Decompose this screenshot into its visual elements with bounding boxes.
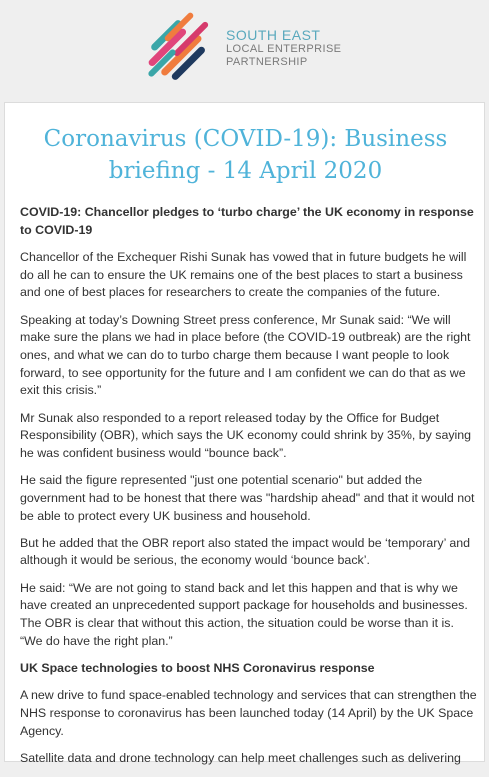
paragraph: Chancellor of the Exchequer Rishi Sunak has vowed that in future budgets he will do all he can to ensure the UK remains one of the best places to start a business and one of best places for researchers to create the companies of the future. (20, 249, 467, 300)
email-header (0, 0, 489, 100)
logo-line-partnership: PARTNERSHIP (226, 56, 308, 68)
paragraph: He said: “We are not going to stand back and let this happen and that is why we have created an unprecedented support package for households and businesses. The OBR is clear that without this action, the situation could be worse than it is. “We do have the right plan.” (20, 580, 468, 648)
article-body (20, 204, 478, 777)
section-heading-space: UK Space technologies to boost NHS Coronavirus response (20, 660, 375, 675)
paragraph: Mr Sunak also responded to a report released today by the Office for Budget Responsibility (OBR), which says the UK economy could shrink by 35%, by saying he was confident business would “bounce back”. (20, 410, 472, 460)
selep-logo-icon (146, 14, 216, 84)
section-heading-chancellor: COVID-19: Chancellor pledges to ‘turbo charge’ the UK economy in response to COVID-19 (20, 205, 474, 237)
briefing-card (4, 102, 485, 765)
paragraph: He said the figure represented "just one potential scenario" but added the government had to be honest that there was "hardship ahead" and that it would not be able to protect every UK business and household. (20, 473, 475, 523)
paragraph: A new drive to fund space-enabled technology and services that can strengthen the NHS response to coronavirus has been launched today (14 April) by the UK Space Agency. (20, 688, 477, 738)
paragraph: But he added that the OBR report also stated the impact would be ‘temporary’ and although it would be serious, the economy would ‘bounce back’. (20, 535, 470, 568)
paragraph: Speaking at today’s Downing Street press conference, Mr Sunak said: “We will make sure the plans we had in place before (the COVID-19 outbreak) are the right ones, and what we can do to turbo charge them because I want people to look forward, to see opportunity for the future and I am confident we can do that as we exit this crisis.” (20, 312, 471, 398)
page-title: Coronavirus (COVID-19): Business briefing - 14 April 2020 (43, 126, 448, 184)
logo-line-local-enterprise: LOCAL ENTERPRISE (226, 43, 342, 55)
logo-line-south-east: SOUTH EAST (226, 27, 321, 43)
logo-wordmark (226, 28, 341, 69)
paragraph: Satellite data and drone technology can help meet challenges such as delivering (20, 750, 461, 765)
